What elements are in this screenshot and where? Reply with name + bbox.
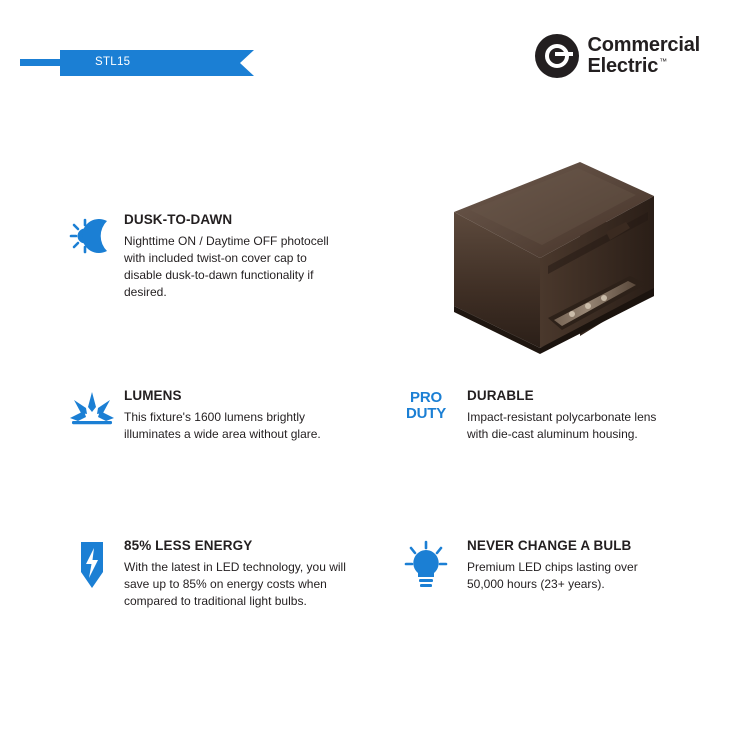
feature-title: NEVER CHANGE A BULB: [467, 538, 632, 553]
feature-dusk-to-dawn: [60, 212, 330, 301]
feature-text: [124, 538, 350, 610]
feature-title: 85% LESS ENERGY: [124, 538, 253, 553]
pro-duty-icon: [406, 390, 446, 422]
feature-icon-wrapper: [385, 388, 467, 422]
lightning-bolt-arrow-icon: [73, 540, 111, 592]
brand-line-commercial: Commercial: [587, 34, 700, 57]
feature-body: Impact-resistant polycarbonate lens with die-cast aluminum housing.: [467, 410, 657, 442]
feature-text: [467, 538, 675, 593]
feature-title: DUSK-TO-DAWN: [124, 212, 233, 227]
feature-text: [467, 388, 675, 443]
feature-body: Nighttime ON / Daytime OFF photocell with included twist-on cover cap to disable dusk-to-dawn functionality if desired.: [124, 234, 329, 300]
feature-body: This fixture's 1600 lumens brightly illuminates a wide area without glare.: [124, 410, 321, 442]
light-bulb-icon: [403, 540, 449, 590]
brand-line-electric-text: Electric: [587, 55, 659, 77]
feature-title: LUMENS: [124, 388, 182, 403]
brand-line-electric: [588, 56, 667, 77]
feature-durable: [385, 388, 675, 443]
brand-trademark-symbol: ™: [659, 57, 667, 67]
wall-pack-led-fixture-image: [430, 140, 670, 375]
feature-body: With the latest in LED technology, you will save up to 85% on energy costs when compared to traditional light bulbs.: [124, 560, 346, 609]
commercial-electric-logo-icon: [535, 34, 579, 78]
sku-banner: [20, 50, 270, 76]
feature-lumens: [60, 388, 350, 443]
feature-icon-wrapper: [60, 212, 124, 258]
sun-moon-icon: [68, 214, 116, 258]
page-header: [0, 0, 736, 110]
sku-banner-body: [60, 50, 240, 76]
sku-banner-arrow: [240, 50, 254, 76]
feature-title: DURABLE: [467, 388, 534, 403]
feature-text: [124, 212, 330, 301]
brand-logo: [535, 34, 701, 78]
product-image: [430, 140, 670, 375]
feature-text: [124, 388, 350, 443]
pro-duty-line-2: DUTY: [405, 404, 447, 422]
brand-wordmark: [588, 35, 701, 77]
feature-never-change-bulb: [385, 538, 675, 593]
feature-body: Premium LED chips lasting over 50,000 hours (23+ years).: [467, 560, 638, 592]
sku-label: STL15: [95, 56, 131, 68]
feature-icon-wrapper: [60, 538, 124, 592]
feature-less-energy: [60, 538, 350, 610]
brightness-burst-icon: [68, 390, 116, 426]
feature-icon-wrapper: [60, 388, 124, 426]
pro-duty-line-1: PRO: [410, 389, 442, 406]
sku-banner-tail: [20, 59, 62, 66]
feature-icon-wrapper: [385, 538, 467, 590]
